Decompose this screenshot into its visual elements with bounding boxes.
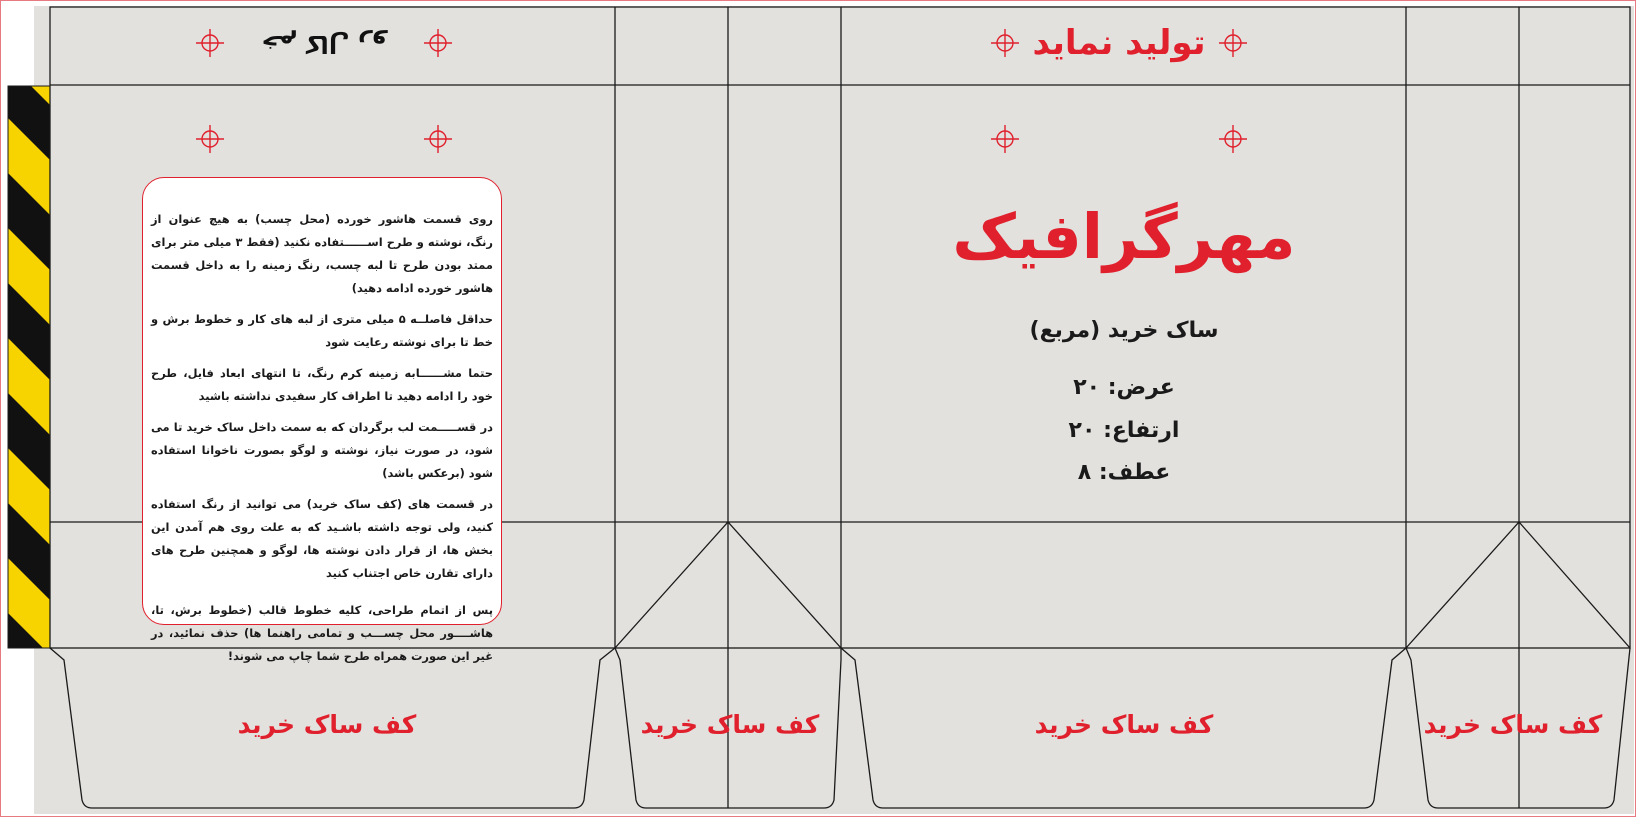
instruction-note: حداقل فاصلــه ۵ میلی متری از لبه های کار و خطوط برش و خط تا برای نوشته رعایت شود: [151, 312, 493, 349]
bottom-panel-label: کف ساک خرید: [1423, 710, 1603, 739]
instruction-note: پس از اتمام طراحی، کلیه خطوط قالب (خطوط برش، تا، هاشــــور محل چســـب و تمامی راهنما ها) حذف نمائید، در غیر این صورت همراه طرح شما چاپ می شوند!: [151, 603, 493, 663]
svg-text:تولید نماید: تولید نماید: [1032, 23, 1206, 63]
brand-logo: مهرگرافیک: [952, 200, 1296, 273]
width-spec: عرض: ۲۰: [1073, 375, 1175, 400]
instruction-note: روی قسمت هاشور خورده (محل چسب) به هیچ عنوان از رنگ، نوشته و طرح اســــــتفاده نکنید (فقط ۳ میلی متر برای ممتد بودن طرح تا لبه چسب، رنگ زمینه را به داخل قسمت هاشور خورده ادامه دهید): [151, 212, 493, 295]
gusset-spec: عطف: ۸: [1077, 460, 1171, 485]
svg-text:ﺧﻢ ﻛﺎﻝ ﺭﻭ: ﺧﻢ ﻛﺎﻝ ﺭﻭ: [261, 30, 387, 58]
instruction-note: حتما مشــــــابه زمینه کرم رنگ، تا انتهای ابعاد فایل، طرح خود را ادامه دهید تا اطراف کار سفیدی نداشته باشید: [151, 366, 493, 403]
bottom-panel-label: کف ساک خرید: [640, 710, 820, 739]
product-title: ساک خرید (مربع): [1029, 318, 1219, 343]
top-flap-right-logo: [1033, 23, 1206, 63]
glue-area-hatch: [8, 86, 50, 648]
bottom-panel-label: کف ساک خرید: [1034, 710, 1214, 739]
bottom-panel-label: کف ساک خرید: [237, 710, 417, 739]
top-flap-left-logo: [261, 30, 387, 58]
instruction-note: در قســـــمت لب برگردان که به سمت داخل ساک خرید تا می شود، در صورت نیاز، نوشته و لوگو بصورت ناخوانا استفاده شود (برعکس باشد): [151, 420, 493, 480]
height-spec: ارتفاع: ۲۰: [1068, 418, 1180, 443]
instructions-box: [142, 177, 502, 663]
instruction-note: در قسمت های (کف ساک خرید) می توانید از رنگ استفاده کنید، ولی توجه داشته باشـید که به علت روی هم آمدن این بخش ها، از قرار دادن نوشته ها، لوگو و همچنین طرح های دارای تقارن خاص اجتناب کنید: [151, 497, 493, 580]
